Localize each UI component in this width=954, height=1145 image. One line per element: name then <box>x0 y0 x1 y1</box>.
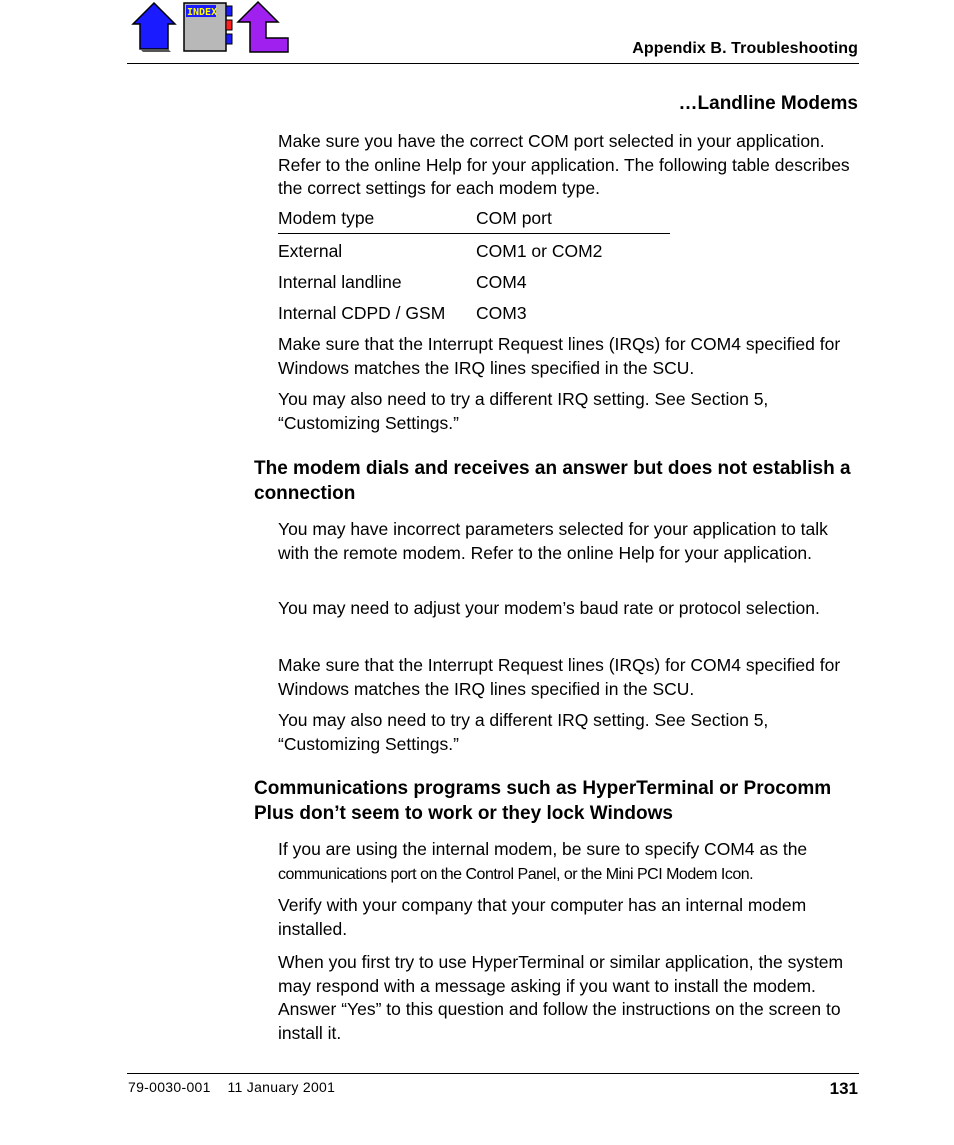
running-header: Appendix B. Troubleshooting <box>632 40 858 57</box>
header-divider <box>127 63 859 64</box>
table-cell: COM3 <box>476 303 527 323</box>
table-row <box>278 270 670 301</box>
com4-paragraph <box>278 838 862 886</box>
irq-paragraph: Make sure that the Interrupt Request lines (IRQs) for COM4 specified for Windows matches the IRQ lines specified in the SCU. <box>278 334 841 378</box>
table-header-row <box>278 206 670 234</box>
com4-line-1: If you are using the internal modem, be sure to specify COM4 as the <box>278 839 808 859</box>
index-icon[interactable] <box>183 0 233 54</box>
install-modem-paragraph: When you first try to use HyperTerminal or similar application, the system may respond with a message asking if you want to install the modem. Answer “Yes” to this question and follow the instructions on the screen to install it. <box>278 952 844 1043</box>
document-number: 79-0030-001 11 January 2001 <box>128 1079 336 1095</box>
up-arrow-icon[interactable] <box>236 0 290 54</box>
verify-modem-paragraph: Verify with your company that your computer has an internal modem installed. <box>278 895 807 939</box>
irq-setting-paragraph: You may also need to try a different IRQ setting. See Section 5, “Customizing Settings.” <box>278 389 769 433</box>
table-header-com-port: COM port <box>476 208 552 228</box>
table-row <box>278 239 670 270</box>
table-cell: Internal landline <box>278 272 402 292</box>
table-header-modem-type: Modem type <box>278 208 375 228</box>
intro-paragraph: Make sure you have the correct COM port selected in your application. Refer to the online Help for your application. The following table describes the correct settings for each modem type. <box>278 131 850 198</box>
irq-paragraph-2: Make sure that the Interrupt Request lines (IRQs) for COM4 specified for Windows matches the IRQ lines specified in the SCU. <box>278 655 841 699</box>
modem-com-table <box>278 206 670 332</box>
baud-rate-paragraph: You may need to adjust your modem’s baud rate or protocol selection. <box>278 598 820 618</box>
table-cell: External <box>278 241 343 261</box>
irq-setting-paragraph-2: You may also need to try a different IRQ setting. See Section 5, “Customizing Settings.” <box>278 710 769 754</box>
heading-hyperterminal: Communications programs such as HyperTerminal or Procomm Plus don’t seem to work or they lock Windows <box>254 778 832 824</box>
heading-no-connection: The modem dials and receives an answer but does not establish a connection <box>254 458 851 504</box>
index-label: INDEX <box>187 7 218 18</box>
footer-divider <box>127 1073 859 1074</box>
parameters-paragraph: You may have incorrect parameters selected for your application to talk with the remote modem. Refer to the online Help for your application. <box>278 519 828 563</box>
table-cell: COM4 <box>476 272 527 292</box>
home-icon[interactable] <box>131 0 177 52</box>
com4-line-2: communications port on the Control Panel, or the Mini PCI Modem Icon. <box>278 865 754 883</box>
table-cell: COM1 or COM2 <box>476 241 603 261</box>
table-cell: Internal CDPD / GSM <box>278 303 446 323</box>
page-number: 131 <box>829 1079 858 1098</box>
section-title: …Landline Modems <box>678 93 858 114</box>
table-row <box>278 301 670 332</box>
